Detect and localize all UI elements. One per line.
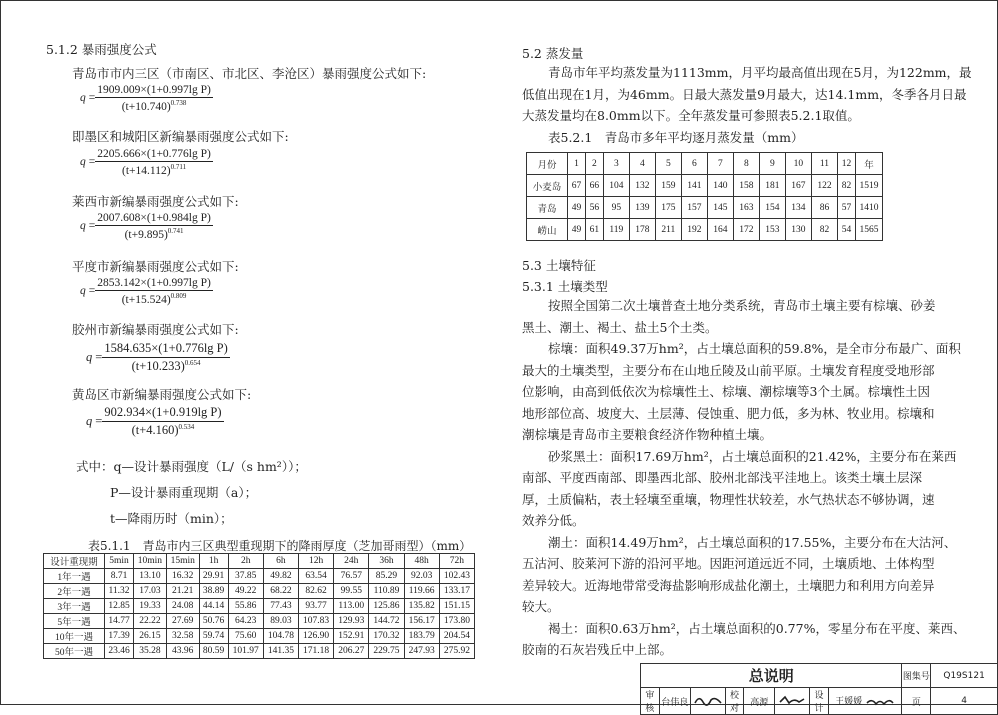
table-cell: 275.92 <box>439 644 474 659</box>
header-cell: 5 <box>655 153 681 175</box>
table-cell: 55.86 <box>228 599 263 614</box>
text-line: 潮棕壤是青岛市主要粮食经济作物种植土壤。 <box>522 427 773 442</box>
formula-1: q = $\frac{\text{1909.009×(1+0.997lg P)}}{(t+10.740)^{0.738}}$ <box>80 84 211 113</box>
header-cell: 9 <box>759 153 785 175</box>
page-number: 4 <box>931 688 998 715</box>
formula-exponent: 0.741 <box>167 227 184 235</box>
table-cell: 175 <box>655 197 681 219</box>
table-cell: 67 <box>568 175 586 197</box>
table-cell: 17.03 <box>134 584 167 599</box>
table-cell: 小麦岛 <box>527 175 568 197</box>
table-cell: 75.60 <box>228 629 263 644</box>
formula-denominator: (t+14.112) <box>122 164 171 177</box>
drawing-title: 总说明 <box>641 664 902 688</box>
table-cell: 119.66 <box>404 584 439 599</box>
header-cell: 6 <box>681 153 707 175</box>
formula-3: q = $\frac{\text{2007.608×(1+0.984lg P)}}{(t+9.895)^{0.741}}$ <box>80 212 211 241</box>
table-cell: 178 <box>629 219 655 241</box>
review-label: 审核 <box>641 688 660 715</box>
table-cell: 156.17 <box>404 614 439 629</box>
table-row <box>527 197 883 219</box>
header-cell: 月份 <box>527 153 568 175</box>
signature-icon <box>865 696 895 708</box>
header-cell: 2 <box>585 153 603 175</box>
table-row <box>527 175 883 197</box>
table-cell: 153 <box>759 219 785 241</box>
header-cell: 4 <box>629 153 655 175</box>
table-cell: 14.77 <box>105 614 134 629</box>
table-cell: 159 <box>655 175 681 197</box>
table-cell: 1519 <box>856 175 883 197</box>
table-cell: 1565 <box>856 219 883 241</box>
table-cell: 135.82 <box>404 599 439 614</box>
section-heading-soil: 5.3 土壤特征 <box>522 258 596 273</box>
table-cell: 54 <box>837 219 855 241</box>
text-line: 较大。 <box>522 599 560 614</box>
section-heading-rainfall: 5.1.2 暴雨强度公式 <box>46 42 157 57</box>
table-cell: 145 <box>707 197 733 219</box>
q-symbol: q <box>86 350 93 365</box>
text-line: 青岛市年平均蒸发量为1113mm，月平均最高值出现在5月，为122mm，最 <box>548 65 972 80</box>
table-cell: 8.71 <box>105 569 134 584</box>
table-cell: 24.08 <box>166 599 199 614</box>
table-caption-rainfall: 表5.1.1 青岛市内三区典型重现期下的降雨厚度（芝加哥雨型）（mm） <box>88 539 472 553</box>
formula-2: q = $\frac{\text{2205.666×(1+0.776lg P)}}{(t+14.112)^{0.711}}$ <box>80 148 211 177</box>
formula-denominator: (t+15.524) <box>121 293 171 306</box>
header-cell: 3 <box>603 153 629 175</box>
formula-numerator: 1909.009×(1+0.997lg P) <box>97 84 211 96</box>
table-cell: 107.83 <box>299 614 334 629</box>
table-cell: 211 <box>655 219 681 241</box>
table-cell: 49.82 <box>263 569 298 584</box>
table-cell: 132 <box>629 175 655 197</box>
table-cell: 204.54 <box>439 629 474 644</box>
header-cell: 10 <box>785 153 811 175</box>
table-cell: 93.77 <box>299 599 334 614</box>
text-line: 褐土：面积0.63万hm²，占土壤总面积的0.77%，零星分布在平度、莱西、 <box>548 620 966 636</box>
formula-numerator: 902.934×(1+0.919lg P) <box>102 405 223 422</box>
table-cell: 206.27 <box>334 644 369 659</box>
signature-icon <box>777 694 807 706</box>
table-cell: 35.28 <box>134 644 167 659</box>
formula-denominator: (t+9.895) <box>124 228 168 241</box>
q-symbol: q <box>80 92 86 105</box>
text-line: 黑土、潮土、褐土、盐土5个土类。 <box>522 319 718 335</box>
header-cell: 36h <box>369 554 404 569</box>
table-cell: 101.97 <box>228 644 263 659</box>
table-cell: 3年一遇 <box>44 599 105 614</box>
table-cell: 44.14 <box>199 599 228 614</box>
text-line: 南部、平度西南部、即墨西北部、胶州北部浅平洼地上。该类土壤土层深 <box>522 470 923 485</box>
checker-name: 高源 <box>744 688 775 715</box>
table-cell: 19.33 <box>134 599 167 614</box>
check-label: 校对 <box>725 688 744 715</box>
soil-paragraphs <box>522 295 966 661</box>
table-cell: 173.80 <box>439 614 474 629</box>
table-cell: 229.75 <box>369 644 404 659</box>
formula-exponent: 0.809 <box>170 292 187 300</box>
text-line: 砂浆黑土：面积17.69万hm²，占土壤总面积的21.42%，主要分布在莱西 <box>548 448 957 464</box>
text-line: 最大的土壤类型，主要分布在山地丘陵及山前平原。土壤发育程度受地形部 <box>522 362 935 378</box>
table-cell: 26.15 <box>134 629 167 644</box>
table-cell: 2年一遇 <box>44 584 105 599</box>
page-label: 页 <box>902 688 931 715</box>
header-cell: 6h <box>263 554 298 569</box>
text-line: 胶南的石灰岩残丘中上部。 <box>522 642 673 657</box>
table-cell: 82.62 <box>299 584 334 599</box>
header-cell: 12h <box>299 554 334 569</box>
subsection-heading-soil-type: 5.3.1 土壤类型 <box>522 279 608 294</box>
table-cell: 50年一遇 <box>44 644 105 659</box>
formula-exponent: 0.711 <box>170 163 187 171</box>
table-cell: 21.21 <box>166 584 199 599</box>
header-cell: 8 <box>733 153 759 175</box>
table-cell: 12.85 <box>105 599 134 614</box>
table-cell: 119 <box>603 219 629 241</box>
table-cell: 50.76 <box>199 614 228 629</box>
table-cell: 172 <box>733 219 759 241</box>
table-cell: 104.78 <box>263 629 298 644</box>
q-symbol: q <box>86 414 93 429</box>
table-cell: 89.03 <box>263 614 298 629</box>
table-cell: 27.69 <box>166 614 199 629</box>
table-cell: 66 <box>585 175 603 197</box>
table-cell: 92.03 <box>404 569 439 584</box>
table-header-row <box>527 153 883 175</box>
header-cell: 1h <box>199 554 228 569</box>
table-cell: 130 <box>785 219 811 241</box>
note-t: t—降雨历时（min）； <box>110 511 233 526</box>
table-cell: 102.43 <box>439 569 474 584</box>
header-cell: 10min <box>134 554 167 569</box>
formula-intro-6: 黄岛区市新编暴雨强度公式如下: <box>72 387 252 402</box>
table-cell: 151.15 <box>439 599 474 614</box>
table-cell: 171.18 <box>299 644 334 659</box>
header-cell: 2h <box>228 554 263 569</box>
table-cell: 崂山 <box>527 219 568 241</box>
table-cell: 170.32 <box>369 629 404 644</box>
text-line: 厚，土质偏粘，表土轻壤至重壤，物理性状较差，水气热状态不够协调，速 <box>522 491 935 507</box>
table-row <box>44 614 475 629</box>
table-cell: 125.86 <box>369 599 404 614</box>
table-row <box>44 599 475 614</box>
formula-intro-5: 胶州市新编暴雨强度公式如下: <box>72 322 239 337</box>
table-cell: 164 <box>707 219 733 241</box>
table-cell: 247.93 <box>404 644 439 659</box>
table-cell: 38.89 <box>199 584 228 599</box>
table-cell: 29.91 <box>199 569 228 584</box>
table-cell: 192 <box>681 219 707 241</box>
table-cell: 152.91 <box>334 629 369 644</box>
q-symbol: q <box>80 156 86 169</box>
text-line: 地形部位高、坡度大、土层薄、侵蚀重、肥力低，多为林、牧业用。棕壤和 <box>522 405 935 421</box>
table-cell: 23.46 <box>105 644 134 659</box>
table-cell: 95 <box>603 197 629 219</box>
table-cell: 110.89 <box>369 584 404 599</box>
formula-exponent: 0.738 <box>170 99 187 107</box>
table-cell: 85.29 <box>369 569 404 584</box>
text-line: 效养分低。 <box>522 513 585 528</box>
header-cell: 5min <box>105 554 134 569</box>
atlas-label: 图集号 <box>902 664 931 688</box>
evaporation-paragraph <box>522 62 972 127</box>
table-cell: 59.74 <box>199 629 228 644</box>
table-cell: 13.10 <box>134 569 167 584</box>
section-heading-evaporation: 5.2 蒸发量 <box>522 46 584 61</box>
table-cell: 57 <box>837 197 855 219</box>
table-cell: 134 <box>785 197 811 219</box>
formula-numerator: 2853.142×(1+0.997lg P) <box>97 277 211 289</box>
table-cell: 82 <box>811 219 837 241</box>
table-cell: 122 <box>811 175 837 197</box>
checker-signature <box>775 688 810 715</box>
table-cell: 126.90 <box>299 629 334 644</box>
table-row <box>44 644 475 659</box>
table-cell: 104 <box>603 175 629 197</box>
table-cell: 80.59 <box>199 644 228 659</box>
table-cell: 16.32 <box>166 569 199 584</box>
formula-intro-2: 即墨区和城阳区新编暴雨强度公式如下: <box>72 129 289 144</box>
reviewer-signature <box>690 688 725 715</box>
text-line: 按照全国第二次土壤普查土地分类系统，青岛市土壤主要有棕壤、砂姜 <box>548 298 936 313</box>
table-cell: 133.17 <box>439 584 474 599</box>
formula-intro-1: 青岛市市内三区（市南区、市北区、李沧区）暴雨强度公式如下: <box>72 66 427 81</box>
table-cell: 129.93 <box>334 614 369 629</box>
atlas-number: Q19S121 <box>931 664 998 688</box>
text-line: 棕壤：面积49.37万hm²，占土壤总面积的59.8%，是全市分布最广、面积 <box>548 341 961 356</box>
table-cell: 158 <box>733 175 759 197</box>
table-cell: 163 <box>733 197 759 219</box>
table-cell: 140 <box>707 175 733 197</box>
designer-name: 王媛媛 <box>835 697 863 708</box>
note-q: 式中：q—设计暴雨强度（L/（s hm²））； <box>76 459 307 474</box>
formula-exponent: 0.534 <box>178 423 195 431</box>
text-line: 位影响，由高到低依次为棕壤性土、棕壤、潮棕壤等3个土属。棕壤性土因 <box>522 384 930 399</box>
table-caption-evaporation: 表5.2.1 青岛市多年平均逐月蒸发量（mm） <box>548 130 804 145</box>
table-cell: 5年一遇 <box>44 614 105 629</box>
table-cell: 61 <box>585 219 603 241</box>
formula-denominator: (t+10.740) <box>121 100 171 113</box>
formula-numerator: 2007.608×(1+0.984lg P) <box>97 212 211 224</box>
table-cell: 144.72 <box>369 614 404 629</box>
text-line: 大蒸发量均在8.0mm以下。全年蒸发量可参照表5.2.1取值。 <box>522 108 860 123</box>
table-cell: 181 <box>759 175 785 197</box>
reviewer-name: 台伟良 <box>659 688 690 715</box>
q-symbol: q <box>80 285 86 298</box>
text-line: 五沽河、胶莱河下游的沿河平地。因距河道远近不同，土壤质地、土体构型 <box>522 556 935 571</box>
table-row <box>44 629 475 644</box>
evaporation-table <box>526 152 883 241</box>
header-cell: 年 <box>856 153 883 175</box>
formula-denominator: (t+10.233) <box>131 359 185 374</box>
formula-6: q = $\frac{\text{902.934×(1+0.919lg P)}}{(t+4.160)^{0.534}}$ <box>86 405 222 438</box>
table-cell: 82 <box>837 175 855 197</box>
table-cell: 49.22 <box>228 584 263 599</box>
table-cell: 1年一遇 <box>44 569 105 584</box>
designer-cell <box>828 688 901 715</box>
title-block <box>640 663 998 715</box>
header-cell: 72h <box>439 554 474 569</box>
header-cell: 12 <box>837 153 855 175</box>
q-symbol: q <box>80 220 86 233</box>
text-line: 潮土：面积14.49万hm²，占土壤总面积的17.55%，主要分布在大沽河、 <box>548 534 957 550</box>
header-cell: 15min <box>166 554 199 569</box>
table-cell: 99.55 <box>334 584 369 599</box>
table-cell: 141 <box>681 175 707 197</box>
table-cell: 76.57 <box>334 569 369 584</box>
table-row <box>44 569 475 584</box>
rainfall-depth-table <box>43 553 475 659</box>
table-header-row <box>44 554 475 569</box>
table-cell: 157 <box>681 197 707 219</box>
formula-denominator: (t+4.160) <box>131 423 179 438</box>
header-cell: 设计重现期 <box>44 554 105 569</box>
table-cell: 56 <box>585 197 603 219</box>
table-cell: 139 <box>629 197 655 219</box>
formula-numerator: 2205.666×(1+0.776lg P) <box>97 148 211 160</box>
table-cell: 49 <box>568 197 586 219</box>
design-label: 设计 <box>810 688 829 715</box>
table-cell: 86 <box>811 197 837 219</box>
table-cell: 32.58 <box>166 629 199 644</box>
signature-icon <box>693 694 723 706</box>
header-cell: 24h <box>334 554 369 569</box>
table-cell: 17.39 <box>105 629 134 644</box>
table-cell: 43.96 <box>166 644 199 659</box>
table-cell: 77.43 <box>263 599 298 614</box>
formula-5: q = $\frac{\text{1584.635×(1+0.776lg P)}}{(t+10.233)^{0.654}}$ <box>86 341 228 374</box>
formula-intro-3: 莱西市新编暴雨强度公式如下: <box>72 194 239 209</box>
table-cell: 64.23 <box>228 614 263 629</box>
table-row <box>44 584 475 599</box>
table-cell: 63.54 <box>299 569 334 584</box>
table-cell: 183.79 <box>404 629 439 644</box>
formula-intro-4: 平度市新编暴雨强度公式如下: <box>72 259 239 274</box>
note-p: P—设计暴雨重现期（a）； <box>110 485 258 500</box>
text-line: 低值出现在1月，为46mm。日最大蒸发量9月最大，达14.1mm，冬季各月日最 <box>522 86 967 102</box>
formula-numerator: 1584.635×(1+0.776lg P) <box>102 341 229 358</box>
table-cell: 1410 <box>856 197 883 219</box>
table-cell: 11.32 <box>105 584 134 599</box>
table-cell: 10年一遇 <box>44 629 105 644</box>
table-cell: 37.85 <box>228 569 263 584</box>
header-cell: 48h <box>404 554 439 569</box>
table-row <box>527 219 883 241</box>
table-cell: 68.22 <box>263 584 298 599</box>
table-cell: 141.35 <box>263 644 298 659</box>
formula-4: q = $\frac{\text{2853.142×(1+0.997lg P)}}{(t+15.524)^{0.809}}$ <box>80 277 211 306</box>
header-cell: 7 <box>707 153 733 175</box>
table-cell: 49 <box>568 219 586 241</box>
table-cell: 167 <box>785 175 811 197</box>
text-line: 差异较大。近海地带常受海盐影响形成盐化潮土，土壤肥力和利用方向差异 <box>522 577 935 593</box>
table-cell: 154 <box>759 197 785 219</box>
header-cell: 1 <box>568 153 586 175</box>
formula-exponent: 0.654 <box>184 359 201 367</box>
table-cell: 22.22 <box>134 614 167 629</box>
header-cell: 11 <box>811 153 837 175</box>
table-cell: 113.00 <box>334 599 369 614</box>
table-cell: 青岛 <box>527 197 568 219</box>
